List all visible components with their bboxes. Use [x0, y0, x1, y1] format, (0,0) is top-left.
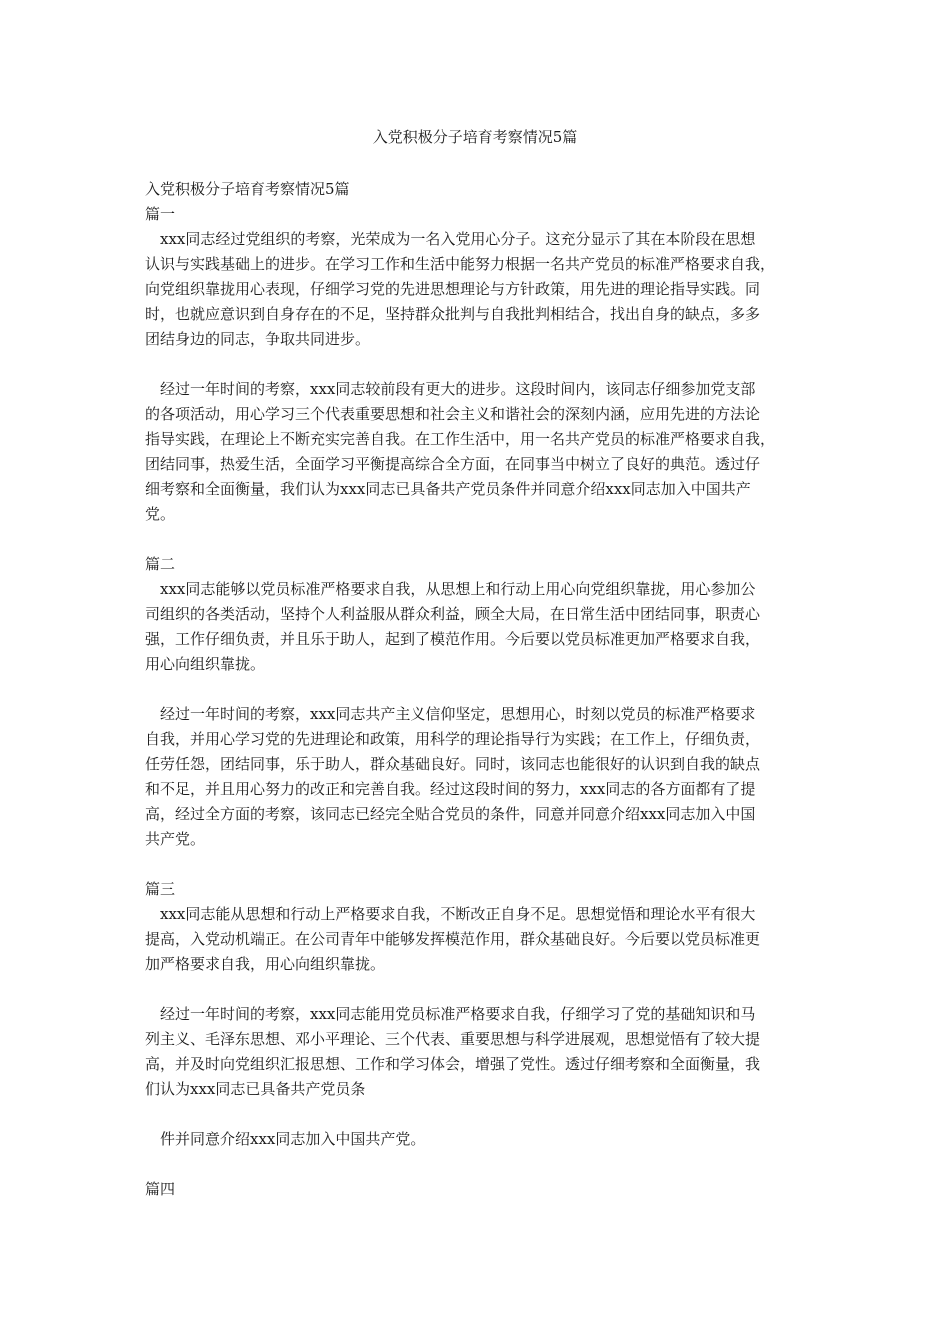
document-subtitle: 入党积极分子培育考察情况5篇 — [145, 180, 350, 198]
paragraph-gap — [145, 1152, 805, 1177]
paragraph-line: 的各项活动，用心学习三个代表重要思想和社会主义和谐社会的深刻内涵，应用先进的方法论 — [145, 405, 761, 423]
paragraph-gap — [145, 677, 805, 702]
paragraph-gap — [145, 352, 805, 377]
paragraph-gap — [145, 977, 805, 1002]
paragraph-line: 团结身边的同志，争取共同进步。 — [145, 330, 371, 348]
paragraph-line: 指导实践，在理论上不断充实完善自我。在工作生活中，用一名共产党员的标准严格要求自我， — [145, 430, 776, 448]
paragraph-gap — [145, 1102, 805, 1127]
paragraph-line: 经过一年时间的考察，xxx同志较前段有更大的进步。这段时间内，该同志仔细参加党支部 — [160, 380, 756, 398]
paragraph-line: 司组织的各类活动，坚持个人利益服从群众利益，顾全大局，在日常生活中团结同事，职责心 — [145, 605, 761, 623]
paragraph-line: 时，也就应意识到自身存在的不足，坚持群众批判与自我批判相结合，找出自身的缺点，多多 — [145, 305, 761, 323]
paragraph-line: 经过一年时间的考察，xxx同志共产主义信仰坚定，思想用心，时刻以党员的标准严格要求 — [160, 705, 756, 723]
paragraph-line: 列主义、毛泽东思想、邓小平理论、三个代表、重要思想与科学进展观，思想觉悟有了较大提 — [145, 1030, 761, 1048]
paragraph-line: 用心向组织靠拢。 — [145, 655, 266, 673]
paragraph-line: xxx同志经过党组织的考察，光荣成为一名入党用心分子。这充分显示了其在本阶段在思想 — [160, 230, 756, 248]
paragraph-line: 任劳任怨，团结同事，乐于助人，群众基础良好。同时，该同志也能很好的认识到自我的缺点 — [145, 755, 761, 773]
paragraph-line: 细考察和全面衡量，我们认为xxx同志已具备共产党员条件并同意介绍xxx同志加入中国共产 — [145, 480, 751, 498]
document-page — [145, 0, 805, 1344]
paragraph-line: 团结同事，热爱生活，全面学习平衡提高综合全方面，在同事当中树立了良好的典范。透过仔 — [145, 455, 761, 473]
section-heading: 篇三 — [145, 880, 176, 898]
paragraph-line: 件并同意介绍xxx同志加入中国共产党。 — [160, 1130, 426, 1148]
paragraph-line: 高，经过全方面的考察，该同志已经完全贴合党员的条件，同意并同意介绍xxx同志加入中国 — [145, 805, 756, 823]
section-heading: 篇四 — [145, 1180, 176, 1198]
paragraph-line: 经过一年时间的考察，xxx同志能用党员标准严格要求自我，仔细学习了党的基础知识和马 — [160, 1005, 756, 1023]
paragraph-line: 认识与实践基础上的进步。在学习工作和生活中能努力根据一名共产党员的标准严格要求自我， — [145, 255, 776, 273]
paragraph-gap — [145, 852, 805, 877]
paragraph-line: 向党组织靠拢用心表现，仔细学习党的先进思想理论与方针政策，用先进的理论指导实践。同 — [145, 280, 761, 298]
paragraph-gap — [145, 527, 805, 552]
paragraph-line: xxx同志能够以党员标准严格要求自我，从思想上和行动上用心向党组织靠拢，用心参加公 — [160, 580, 756, 598]
paragraph-line: 自我，并用心学习党的先进理论和政策，用科学的理论指导行为实践；在工作上，仔细负责， — [145, 730, 761, 748]
paragraph-line: 和不足，并且用心努力的改正和完善自我。经过这段时间的努力，xxx同志的各方面都有了提 — [145, 780, 756, 798]
paragraph-line: xxx同志能从思想和行动上严格要求自我，不断改正自身不足。思想觉悟和理论水平有很大 — [160, 905, 756, 923]
paragraph-line: 提高，入党动机端正。在公司青年中能够发挥模范作用，群众基础良好。今后要以党员标准更 — [145, 930, 761, 948]
paragraph-line: 高，并及时向党组织汇报思想、工作和学习体会，增强了党性。透过仔细考察和全面衡量，我 — [145, 1055, 761, 1073]
section-heading: 篇二 — [145, 555, 176, 573]
document-body — [145, 177, 805, 1202]
document-title: 入党积极分子培育考察情况5篇 — [372, 128, 578, 146]
paragraph-line: 党。 — [145, 505, 176, 523]
paragraph-line: 强，工作仔细负责，并且乐于助人，起到了模范作用。今后要以党员标准更加严格要求自我， — [145, 630, 761, 648]
paragraph-line: 共产党。 — [145, 830, 206, 848]
paragraph-line: 们认为xxx同志已具备共产党员条 — [145, 1080, 366, 1098]
section-heading: 篇一 — [145, 205, 176, 223]
paragraph-line: 加严格要求自我，用心向组织靠拢。 — [145, 955, 386, 973]
